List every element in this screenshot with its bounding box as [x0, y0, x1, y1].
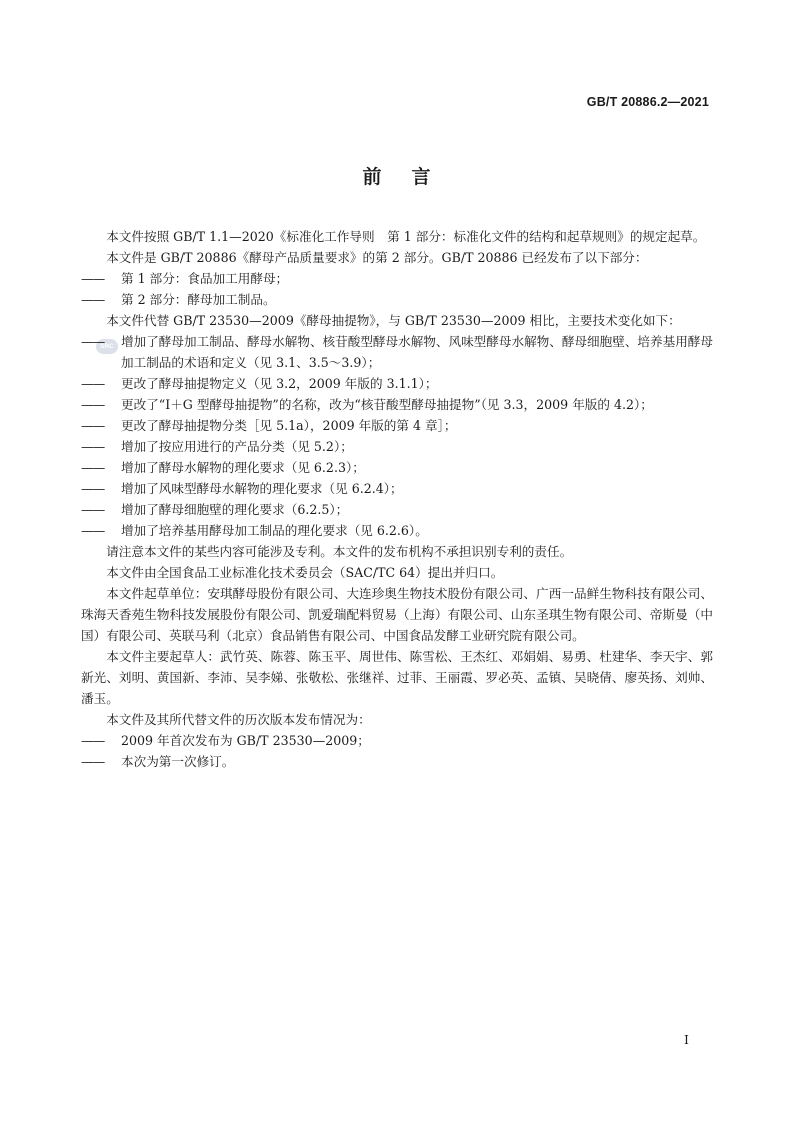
list-item — [81, 268, 713, 289]
src-watermark-logo: SRC — [96, 339, 118, 354]
list-item — [81, 499, 713, 520]
list-dash: —— — [81, 733, 105, 748]
page-number: I — [684, 1032, 689, 1047]
list-item-text: 增加了按应用进行的产品分类（见 5.2）； — [121, 439, 353, 454]
list-dash: —— — [81, 439, 105, 454]
list-item — [81, 478, 713, 499]
body-paragraph: 本文件由全国食品工业标准化技术委员会（SAC/TC 64）提出并归口。 — [106, 565, 504, 580]
list-item-text: 增加了酵母细胞壁的理化要求（6.2.5）； — [121, 502, 349, 517]
body-paragraph: 本文件按照 GB/T 1.1—2020《标准化工作导则 第 1 部分：标准化文件的结构和起草规则》的规定起草。 — [106, 229, 706, 244]
list-item-text: 增加了酵母加工制品、酵母水解物、核苷酸型酵母水解物、风味型酵母水解物、酵母细胞壁、培养基用酵母加工制品的术语和定义（见 3.1、3.5～3.9）； — [121, 334, 713, 370]
body-paragraph: 本文件及其所代替文件的历次版本发布情况为： — [106, 712, 371, 727]
page-title: 前言 — [362, 166, 461, 188]
list-item — [81, 436, 713, 457]
list-item-text: 增加了风味型酵母水解物的理化要求（见 6.2.4）； — [121, 481, 403, 496]
list-dash: —— — [81, 334, 105, 349]
list-item — [81, 373, 713, 394]
list-item-text: 增加了酵母水解物的理化要求（见 6.2.3）； — [121, 460, 365, 475]
list-dash: —— — [81, 292, 105, 307]
list-item — [81, 730, 713, 751]
body-paragraph: 本文件主要起草人：武竹英、陈蓉、陈玉平、周世伟、陈雪松、王杰红、邓娟娟、易勇、杜建华、李天宇、郭新光、刘明、黄国新、李沛、吴李娣、张敬松、张继祥、过菲、王丽霞、罗必英、孟镇、吴晓倩、廖英扬、刘帅、潘玉。 — [81, 649, 713, 706]
list-item — [81, 331, 713, 373]
list-dash: —— — [81, 523, 105, 538]
list-item-text: 更改了酵母抽提物定义（见 3.2，2009 年版的 3.1.1）； — [121, 376, 438, 391]
body-paragraph: 本文件是 GB/T 20886《酵母产品质量要求》的第 2 部分。GB/T 20886 已经发布了以下部分： — [106, 250, 648, 265]
list-dash: —— — [81, 754, 105, 769]
list-item-text: 第 1 部分：食品加工用酵母； — [121, 271, 289, 286]
body-paragraph: 本文件起草单位：安琪酵母股份有限公司、大连珍奥生物技术股份有限公司、广西一品鲜生物科技有限公司、珠海天香苑生物科技发展股份有限公司、凯爱瑞配料贸易（上海）有限公司、山东圣琪生物有限公司、帝斯曼（中国）有限公司、英联马利（北京）食品销售有限公司、中国食品发酵工业研究院有限公司。 — [81, 586, 713, 643]
standard-code: GB/T 20886.2—2021 — [586, 95, 709, 109]
list-dash: —— — [81, 418, 105, 433]
list-item — [81, 289, 713, 310]
list-item — [81, 520, 713, 541]
list-dash: —— — [81, 397, 105, 412]
list-item — [81, 415, 713, 436]
list-item-text: 更改了“I＋G 型酵母抽提物”的名称，改为“核苷酸型酵母抽提物”（见 3.3，2009 年版的 4.2）； — [121, 397, 653, 412]
list-item — [81, 394, 713, 415]
list-dash: —— — [81, 376, 105, 391]
document-body — [81, 226, 713, 772]
list-item-text: 本次为第一次修订。 — [121, 754, 235, 769]
list-dash: —— — [81, 481, 105, 496]
body-paragraph: 请注意本文件的某些内容可能涉及专利。本文件的发布机构不承担识别专利的责任。 — [106, 544, 573, 559]
body-paragraph: 本文件代替 GB/T 23530—2009《酵母抽提物》，与 GB/T 23530—2009 相比，主要技术变化如下： — [106, 313, 681, 328]
list-item — [81, 457, 713, 478]
list-item-text: 2009 年首次发布为 GB/T 23530—2009； — [121, 733, 370, 748]
list-item-text: 增加了培养基用酵母加工制品的理化要求（见 6.2.6）。 — [121, 523, 428, 538]
list-item-text: 第 2 部分：酵母加工制品。 — [121, 292, 276, 307]
list-dash: —— — [81, 271, 105, 286]
list-dash: —— — [81, 502, 105, 517]
list-item-text: 更改了酵母抽提物分类［见 5.1a），2009 年版的第 4 章］； — [121, 418, 457, 433]
list-item — [81, 751, 713, 772]
list-dash: —— — [81, 460, 105, 475]
